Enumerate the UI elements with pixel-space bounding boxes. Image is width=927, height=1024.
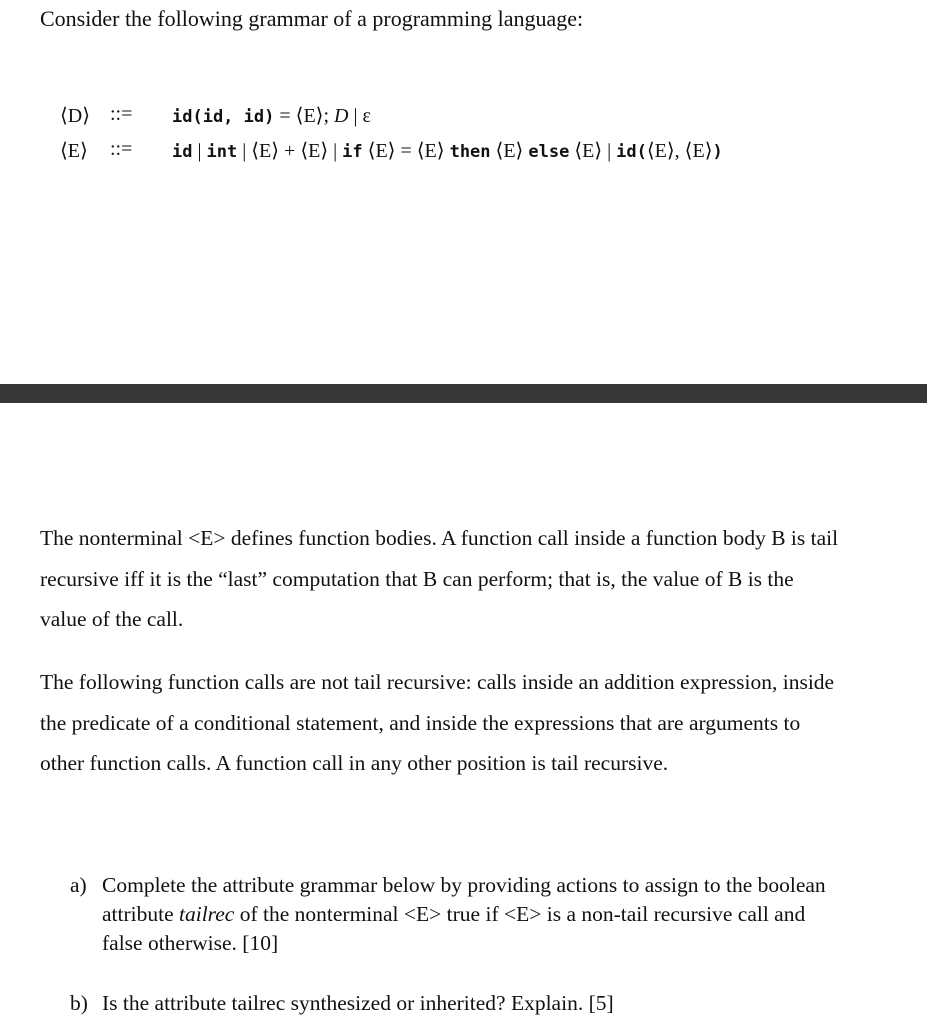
- rule-e-t6: id(: [616, 142, 647, 162]
- question-a: [70, 871, 840, 958]
- rule-e-t7: ): [712, 142, 723, 162]
- rule-e-operator: ::=: [110, 138, 133, 160]
- question-a-label: a): [70, 873, 87, 897]
- rule-d-seg3: D: [334, 105, 349, 127]
- rule-e-s2: | ⟨E⟩ + ⟨E⟩ |: [237, 140, 343, 162]
- rule-e-rhs: [172, 138, 723, 163]
- rule-d-rhs: [172, 103, 371, 128]
- rule-d-seg2: = ⟨E⟩;: [274, 105, 335, 127]
- rule-d-seg4: | ε: [348, 105, 371, 127]
- rule-e-t4: then: [449, 142, 491, 162]
- rule-e-t2: int: [206, 142, 238, 162]
- question-a-emphasis: tailrec: [179, 902, 235, 926]
- question-a-after: of the nonterminal <E> true if <E> is a non-tail recursive call and false otherwise. [10]: [102, 902, 806, 955]
- question-a-before: Complete the attribute grammar below by providing actions to assign to the boolean attribute: [102, 873, 826, 926]
- rule-d-seg1: id(id, id): [172, 107, 275, 127]
- paragraph-non-tail-cases: The following function calls are not tail recursive: calls inside an addition expression, inside the predicate of a conditional statement, and inside the expressions that are arguments to other function calls. A function call in any other position is tail recursive.: [40, 670, 835, 776]
- rule-d-lhs: ⟨D⟩: [60, 105, 91, 127]
- rule-e-s6: ⟨E⟩, ⟨E⟩: [646, 140, 713, 162]
- question-a-text: [102, 871, 840, 958]
- rule-e-s4: ⟨E⟩: [490, 140, 529, 162]
- rule-e-s5: ⟨E⟩ |: [569, 140, 617, 162]
- question-b: [70, 989, 840, 1018]
- rule-e-lhs: ⟨E⟩: [60, 140, 88, 162]
- paragraph-tail-recursion-definition: The nonterminal <E> defines function bodies. A function call inside a function body B is tail recursive iff it is the “last” computation that B can perform; that is, the value of B is the value of the call.: [40, 526, 839, 632]
- rule-e-t5: else: [528, 142, 570, 162]
- section-divider: [0, 384, 927, 403]
- rule-e-s3: ⟨E⟩ = ⟨E⟩: [362, 140, 450, 162]
- question-b-label: b): [70, 991, 88, 1015]
- question-b-text: Is the attribute tailrec synthesized or inherited? Explain. [5]: [102, 991, 614, 1015]
- intro-text: Consider the following grammar of a programming language:: [40, 6, 584, 31]
- rule-e-t1: id: [172, 142, 193, 162]
- rule-d-operator: ::=: [110, 103, 133, 125]
- rule-e-t3: if: [342, 142, 363, 162]
- rule-e-s1: |: [192, 140, 207, 162]
